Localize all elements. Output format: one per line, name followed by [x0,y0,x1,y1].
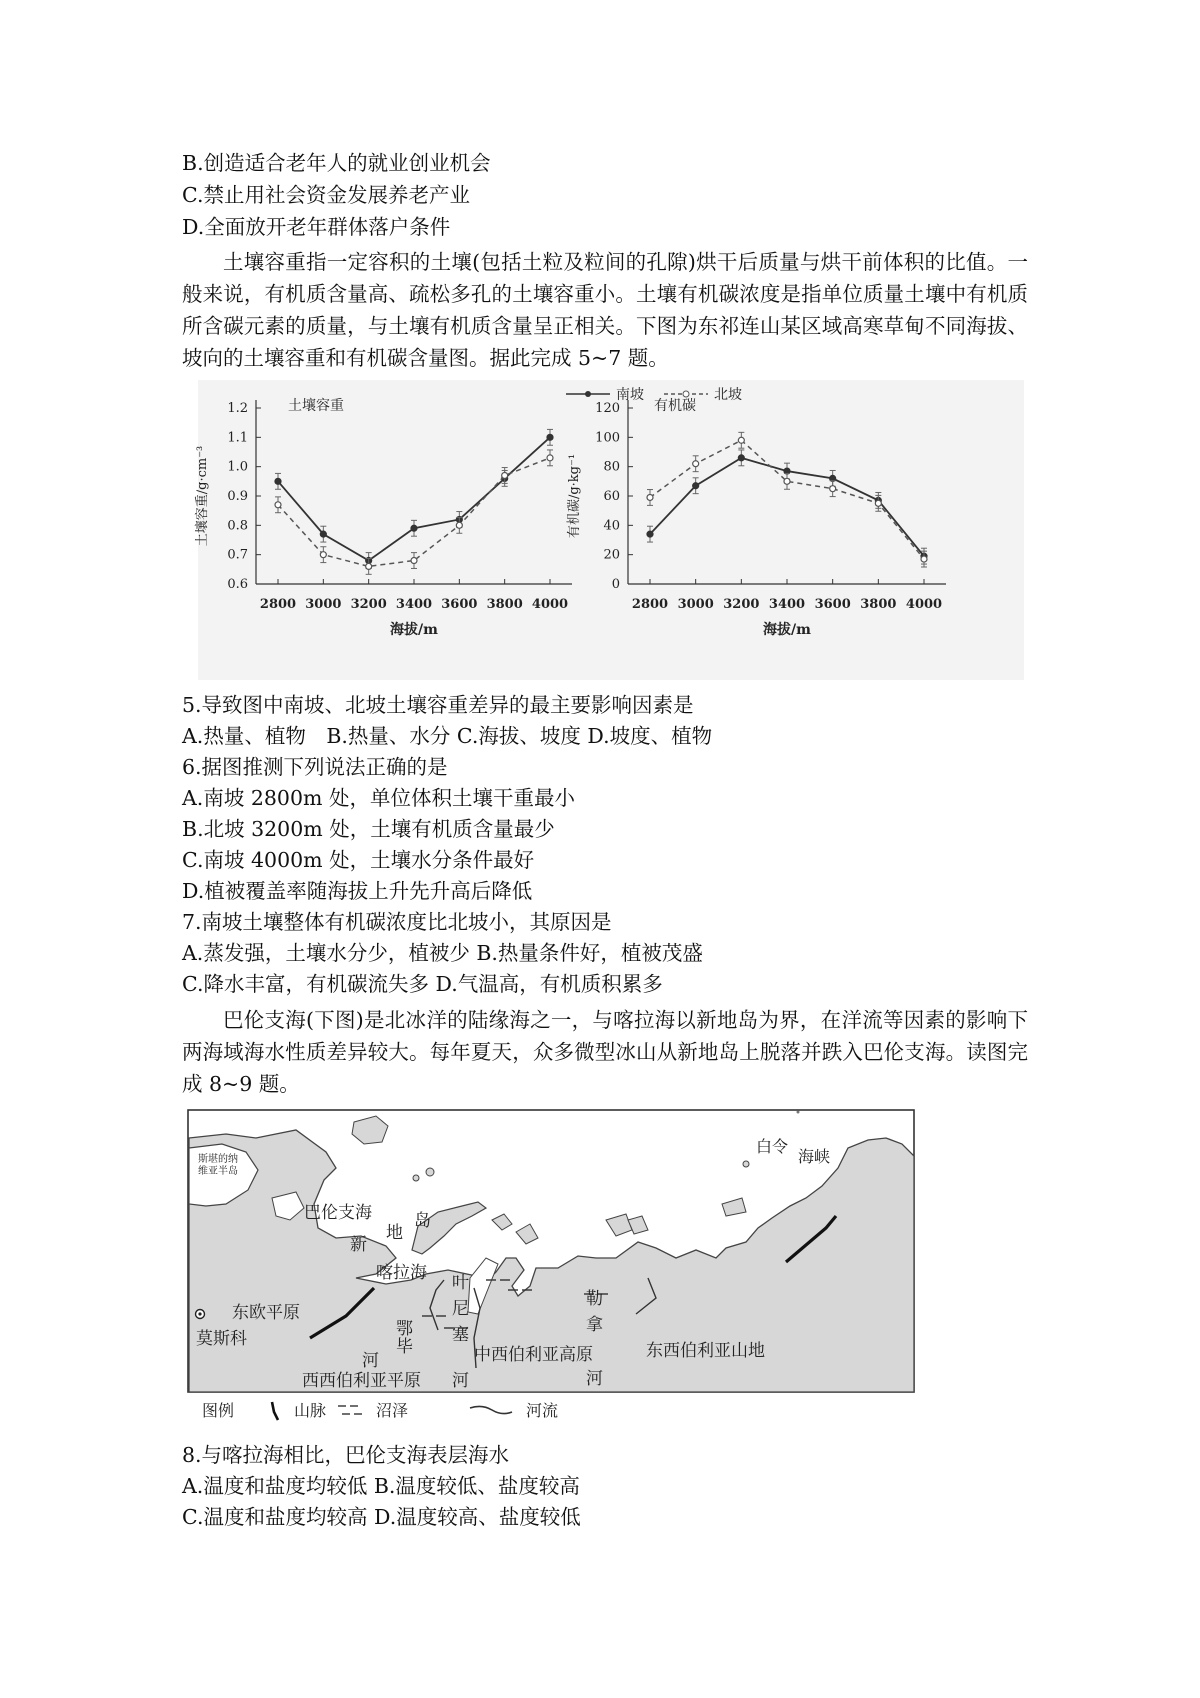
point-north [647,494,653,500]
y-tick-label: 1.0 [227,459,248,475]
point-south [411,525,417,531]
map-svg [186,1108,1022,1430]
legend-marker-south [585,391,591,397]
y-tick-label: 1.1 [227,430,248,446]
question-5-options: A.热量、植物 B.热量、水分 C.海拔、坡度 D.坡度、植物 [182,724,713,748]
yenisei-label-4: 河 [452,1371,469,1391]
kara-sea-label: 喀拉海 [376,1263,427,1283]
novaya-label-2: 地 [386,1223,403,1243]
x-tick-label: 3800 [860,597,897,612]
island [413,1175,419,1181]
point-south [547,434,553,440]
question-7-options-ab: A.蒸发强，土壤水分少，植被少 B.热量条件好，植被茂盛 [182,941,703,965]
west-siberian-plain-label: 西西伯利亚平原 [302,1371,421,1391]
ob-label-3: 河 [362,1351,379,1371]
point-north [738,437,744,443]
passage-soil [182,246,1028,374]
option-line: D.全面放开老年群体落户条件 [182,215,451,239]
charts-svg [195,380,1024,680]
y-tick-label: 0.8 [227,518,248,534]
east-european-plain-label: 东欧平原 [232,1303,300,1323]
x-tick-label: 4000 [905,597,943,612]
novaya-label-3: 岛 [414,1211,431,1231]
passage-soil-text: 土壤容重指一定容积的土壤(包括土粒及粒间的孔隙)烘干后质量与烘干前体积的比值。一般来说，有机质含量高、疏松多孔的土壤容重小。土壤有机碳浓度是指单位质量土壤中有机质所含碳元素的质量，与土壤有机质含量呈正相关。下图为东祁连山某区域高寒草甸不同海拔、坡向的土壤容重和有机碳含量图。据此完成 5~7 题。 [182,250,1028,370]
question-8-options-ab: A.温度和盐度均较低 B.温度较低、盐度较高 [182,1474,580,1498]
novaya-label-1: 新 [350,1235,367,1255]
soil-charts [195,380,1024,680]
lena-label-1: 勒 [586,1289,603,1309]
x-tick-label: 3800 [486,597,523,612]
y-tick-label: 40 [603,518,620,534]
point-north [320,552,326,558]
ob-label-1: 鄂 [396,1319,413,1339]
point-north [547,455,553,461]
peninsula-label-line1: 斯堪的纳 [198,1154,238,1165]
moscow-dot [198,1312,201,1315]
y-tick-label: 1.2 [227,401,248,416]
x-tick-label: 2800 [631,597,669,612]
question-5: 5.导致图中南坡、北坡土壤容重差异的最主要影响因素是 [182,693,694,717]
yenisei-label-3: 塞 [452,1325,469,1345]
point-south [693,483,699,489]
moscow-label: 莫斯科 [196,1329,247,1349]
x-tick-label: 3400 [395,597,433,612]
question-6-option-a: A.南坡 2800m 处，单位体积土壤干重最小 [182,786,575,810]
y-tick-label: 120 [595,401,620,416]
question-8-options-cd: C.温度和盐度均较高 D.温度较高、盐度较低 [182,1505,581,1529]
point-south [320,531,326,537]
barents-map [186,1108,1022,1430]
chart-title: 土壤容重 [288,398,344,414]
x-axis-label: 海拔/m [763,622,811,638]
question-6-option-b: B.北坡 3200m 处，土壤有机质含量最少 [182,817,555,841]
island [743,1161,749,1167]
chart-title: 有机碳 [654,398,696,414]
yenisei-label-2: 尼 [452,1299,469,1319]
legend-marker-north [683,391,689,397]
map-legend-swamp: 沼泽 [376,1401,409,1420]
option-line: C.禁止用社会资金发展养老产业 [182,183,470,207]
point-south [738,455,744,461]
x-tick-label: 3000 [677,597,714,612]
point-south [647,531,653,537]
point-north [693,461,699,467]
y-tick-label: 80 [603,459,620,475]
passage-barents-text: 巴伦支海(下图)是北冰洋的陆缘海之一，与喀拉海以新地岛为界，在洋流等因素的影响下两海域海水性质差异较大。每年夏天，众多微型冰山从新地岛上脱落并跌入巴伦支海。读图完成 8~9 题。 [182,1008,1028,1096]
y-tick-label: 0 [611,577,620,592]
point-north [875,500,881,506]
lena-label-2: 拿 [586,1315,603,1335]
island [426,1168,434,1176]
question-7-options-cd: C.降水丰富，有机碳流失多 D.气温高，有机质积累多 [182,972,663,996]
map-legend-river: 河流 [526,1401,559,1420]
point-north [456,522,462,528]
x-tick-label: 3000 [305,597,342,612]
point-north [784,478,790,484]
question-6: 6.据图推测下列说法正确的是 [182,755,448,779]
bering-label-1: 白令 [756,1137,789,1156]
question-6-option-c: C.南坡 4000m 处，土壤水分条件最好 [182,848,535,872]
y-axis-label: 有机碳/g·kg⁻¹ [567,453,582,539]
bering-label-2: 海峡 [798,1147,831,1166]
island [797,1111,800,1114]
x-tick-label: 3200 [723,597,760,612]
question-7: 7.南坡土壤整体有机碳浓度比北坡小，其原因是 [182,910,612,934]
y-tick-label: 100 [595,430,620,446]
y-tick-label: 0.6 [227,577,248,592]
passage-barents [182,1004,1028,1100]
x-axis-label: 海拔/m [390,622,438,638]
y-tick-label: 20 [603,547,620,563]
yenisei-label-1: 叶 [452,1273,469,1293]
point-north [366,563,372,569]
point-south [275,478,281,484]
map-legend-title: 图例 [202,1401,235,1420]
point-north [830,486,836,492]
y-axis-label: 土壤容重/g·cm⁻³ [195,445,210,547]
point-north [502,472,508,478]
east-siberian-mountains-label: 东西伯利亚山地 [646,1341,765,1361]
legend-south: 南坡 [616,387,644,403]
y-tick-label: 0.9 [227,489,248,504]
x-tick-label: 3600 [814,597,851,612]
y-tick-label: 0.7 [227,547,248,563]
point-north [921,556,927,562]
x-tick-label: 3400 [768,597,806,612]
option-line: B.创造适合老年人的就业创业机会 [182,151,491,175]
barents-sea-label: 巴伦支海 [304,1203,372,1223]
central-siberian-plateau-label: 中西伯利亚高原 [474,1345,593,1365]
ob-label-2: 毕 [396,1337,413,1357]
map-legend-mountain: 山脉 [294,1401,327,1420]
peninsula-label-line2: 维亚半岛 [198,1166,238,1177]
peninsula-label [198,1152,238,1177]
point-north [411,558,417,564]
y-tick-label: 60 [603,489,620,504]
x-tick-label: 3200 [350,597,387,612]
point-north [275,502,281,508]
legend-north: 北坡 [714,387,742,403]
question-8: 8.与喀拉海相比，巴伦支海表层海水 [182,1443,510,1467]
lena-label-3: 河 [586,1369,603,1389]
x-tick-label: 2800 [259,597,297,612]
x-tick-label: 4000 [531,597,569,612]
question-6-option-d: D.植被覆盖率随海拔上升先升高后降低 [182,879,533,903]
x-tick-label: 3600 [441,597,478,612]
